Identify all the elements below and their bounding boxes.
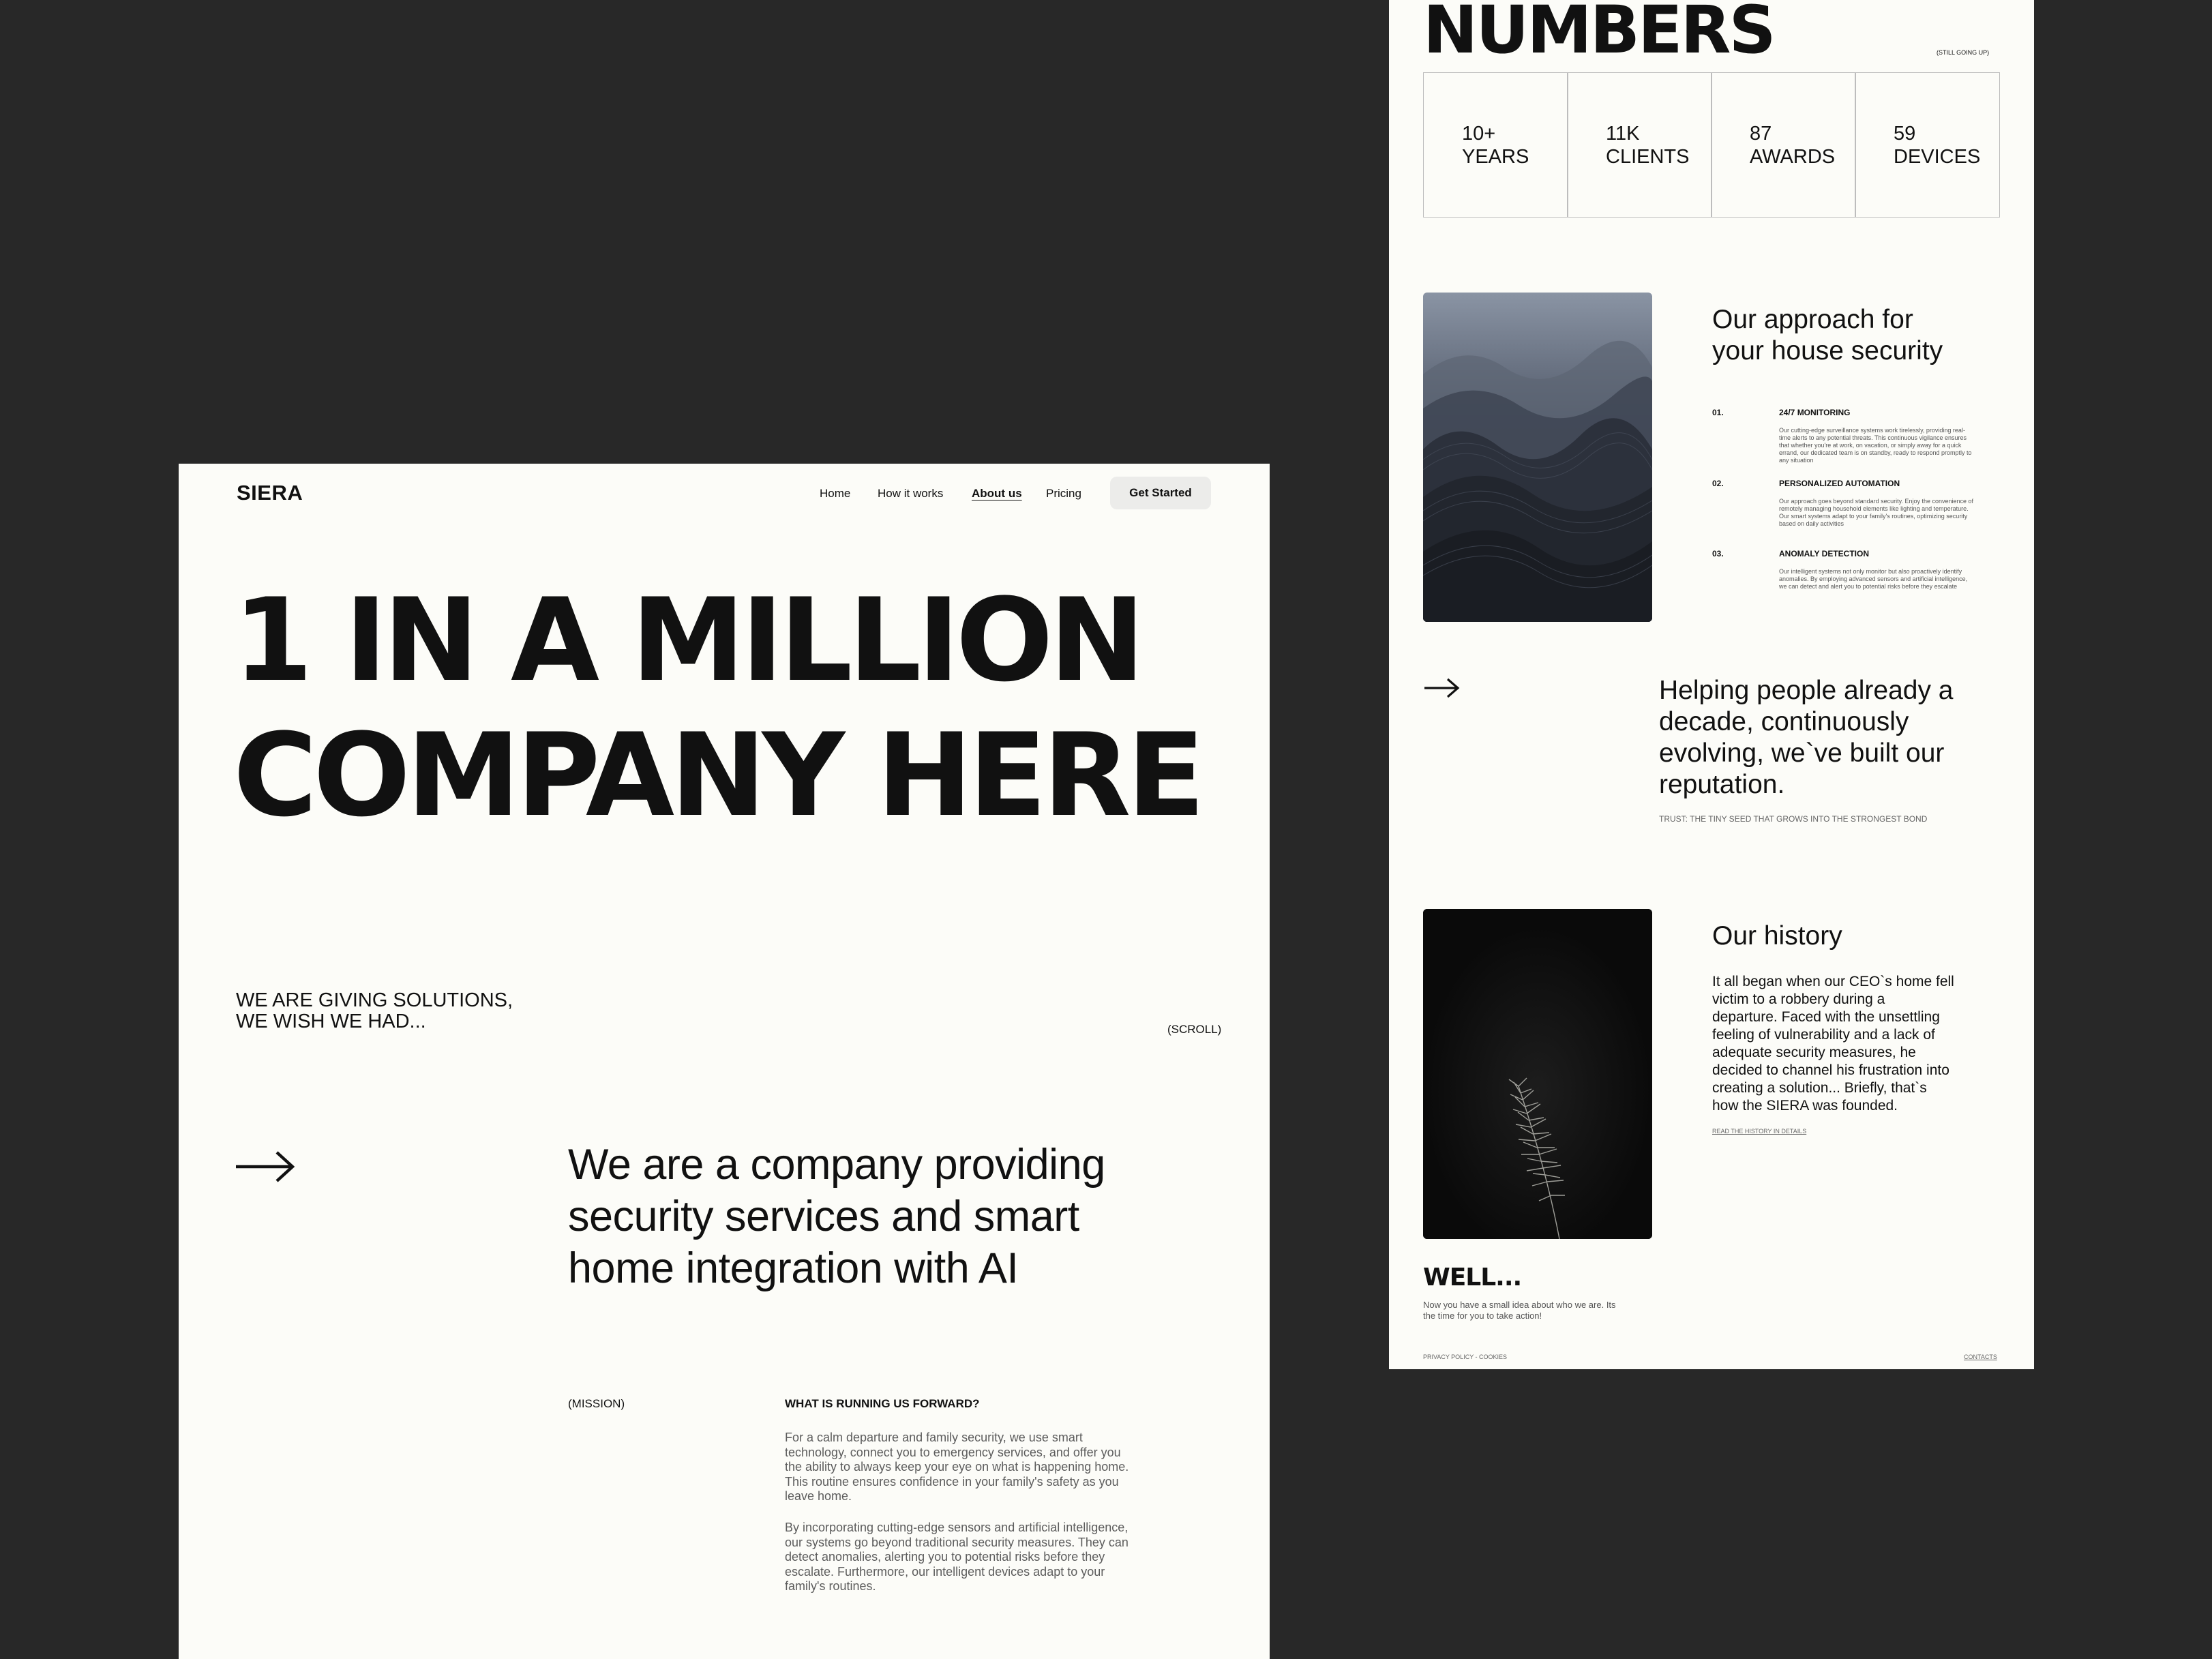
company-details-panel — [1389, 0, 2034, 1369]
approach-item-desc: Our intelligent systems not only monitor but also proactively identify anomalies. By employing advanced sensors and artificial intelligence, we can detect and alert you to potential risks before they escalate — [1779, 568, 1968, 590]
scroll-label[interactable]: (SCROLL) — [1167, 1023, 1222, 1036]
approach-heading — [1712, 304, 1943, 367]
numbers-note: (STILL GOING UP) — [1937, 49, 1990, 56]
well-text: Now you have a small idea about who we are. Its the time for you to take action! — [1423, 1300, 1616, 1321]
stat-value: 10+ YEARS — [1462, 123, 1529, 168]
stat-card-awards — [1711, 72, 1856, 218]
about-page-panel — [179, 464, 1270, 1659]
history-heading: Our history — [1712, 921, 1842, 951]
read-history-link[interactable]: READ THE HISTORY IN DETAILS — [1712, 1128, 1807, 1135]
mission-label: (MISSION) — [568, 1397, 625, 1410]
reputation-statement — [1659, 675, 1953, 801]
reputation-line: Helping people already a — [1659, 676, 1954, 705]
stat-card-devices — [1855, 72, 2000, 218]
mission-p2-line: By incorporating cutting-edge sensors and artificial intelligence, — [785, 1521, 1129, 1534]
history-text: It all began when our CEO`s home fell victim to a robbery during a departure. Faced with the unsettling feeling of vulnerability and a lack of adequate security measures, he decided to channel his frustration into creating a solution... Briefly, that`s how the SIERA was founded. — [1712, 974, 1954, 1114]
hero-heading-line-1: 1 IN A MILLION — [233, 573, 1141, 707]
stat-value: 87 AWARDS — [1750, 123, 1836, 168]
contacts-link[interactable]: CONTACTS — [1964, 1354, 1997, 1360]
trust-caption: TRUST: THE TINY SEED THAT GROWS INTO THE STRONGEST BOND — [1659, 814, 1928, 824]
plant-image — [1423, 909, 1652, 1239]
approach-item-title: ANOMALY DETECTION — [1779, 549, 1870, 558]
stat-card-clients — [1567, 72, 1712, 218]
approach-item-desc: Our cutting-edge surveillance systems work tirelessly, providing real- time alerts to any potential threats. This continuous vigilance ensures that whether you're at work, on vacation, or simply away for a quick errand, our dedicated team is on standby, ready to respond promptly to any situation — [1779, 427, 1972, 464]
brand-logo[interactable]: SIERA — [237, 481, 303, 505]
mission-p1-line: This routine ensures confidence in your family's safety as you — [785, 1474, 1119, 1489]
approach-item-number: 03. — [1712, 549, 1724, 558]
stat-card-years — [1423, 72, 1568, 218]
tagline-line-2: WE WISH WE HAD... — [236, 1011, 426, 1032]
statement-line-3: home integration with AI — [568, 1244, 1019, 1292]
arrow-right-icon — [1423, 677, 1460, 699]
get-started-button[interactable]: Get Started — [1110, 477, 1211, 509]
approach-item-number: 02. — [1712, 479, 1724, 488]
mission-paragraph-2 — [785, 1521, 1129, 1594]
approach-heading-line: your house security — [1712, 336, 1943, 365]
mission-paragraph-1 — [785, 1431, 1129, 1504]
approach-item-desc: Our approach goes beyond standard security. Enjoy the convenience of remotely managing household elements like lighting and temperature. Our smart systems adapt to your family's routines, optimizing security based on daily activities — [1779, 498, 1974, 527]
reputation-line: decade, continuously — [1659, 707, 1909, 736]
mission-title: WHAT IS RUNNING US FORWARD? — [785, 1397, 980, 1410]
dunes-image — [1423, 293, 1652, 622]
mission-p1-line: For a calm departure and family security, we use smart — [785, 1431, 1083, 1444]
nav-pricing-link[interactable]: Pricing — [1046, 487, 1081, 500]
nav-home-link[interactable]: Home — [820, 487, 851, 500]
stat-value: 11K CLIENTS — [1606, 123, 1690, 168]
mission-p1-line: technology, connect you to emergency services, and offer you — [785, 1445, 1121, 1459]
statement-line-2: security services and smart — [568, 1193, 1079, 1240]
mission-p1-line: leave home. — [785, 1489, 852, 1504]
nav-about-us-link[interactable]: About us — [972, 487, 1022, 500]
mission-p2-line: escalate. Furthermore, our intelligent devices adapt to your — [785, 1564, 1105, 1579]
approach-item-number: 01. — [1712, 408, 1724, 417]
tagline-line-1: WE ARE GIVING SOLUTIONS, — [236, 989, 513, 1011]
nav-how-it-works-link[interactable]: How it works — [878, 487, 944, 500]
approach-item-title: 24/7 MONITORING — [1779, 408, 1851, 417]
mission-p2-line: our systems go beyond traditional security measures. They can — [785, 1535, 1129, 1549]
well-heading: WELL... — [1423, 1264, 1522, 1291]
numbers-heading: NUMBERS — [1423, 0, 1774, 68]
mission-p1-line: the ability to always keep your eye on what is happening home. — [785, 1460, 1129, 1474]
approach-item-title: PERSONALIZED AUTOMATION — [1779, 479, 1900, 488]
statement-line-1: We are a company providing — [568, 1141, 1105, 1189]
mission-p2-line: family's routines. — [785, 1579, 876, 1594]
privacy-cookies-link[interactable]: PRIVACY POLICY - COOKIES — [1423, 1354, 1508, 1360]
approach-heading-line: Our approach for — [1712, 305, 1913, 334]
hero-heading-line-2: COMPANY HERE — [233, 708, 1201, 842]
arrow-right-icon — [235, 1150, 295, 1183]
tagline — [236, 990, 513, 1032]
reputation-line: reputation. — [1659, 770, 1785, 799]
company-statement — [568, 1139, 1105, 1294]
reputation-line: evolving, we`ve built our — [1659, 738, 1945, 768]
stat-value: 59 DEVICES — [1894, 123, 1981, 168]
mission-p2-line: detect anomalies, alerting you to potential risks before they — [785, 1550, 1105, 1564]
